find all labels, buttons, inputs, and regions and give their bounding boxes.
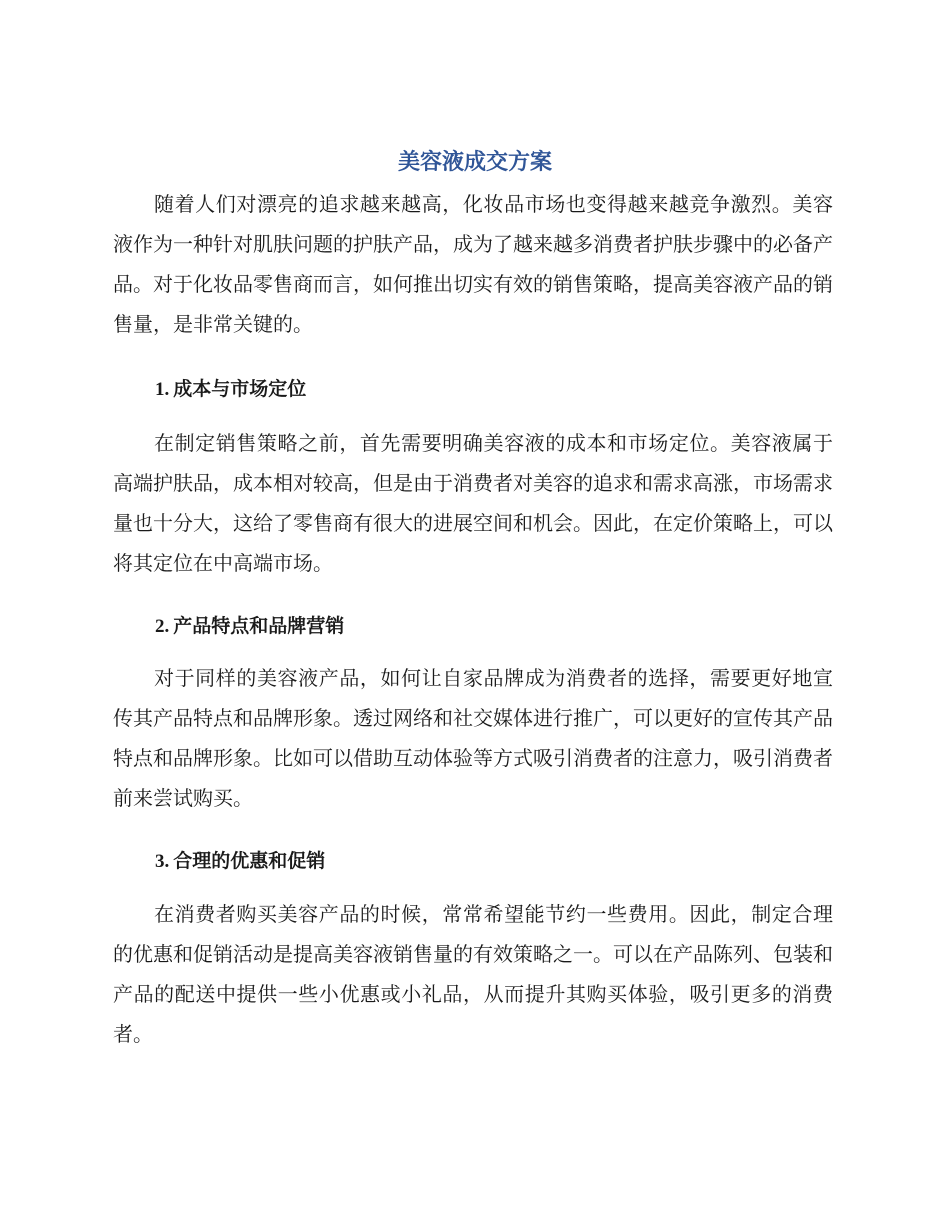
section-title-1: 成本与市场定位 [173,378,307,400]
section-heading-1 [155,374,306,405]
section-title-3: 合理的优惠和促销 [173,850,326,872]
section-number-2: 2. [155,616,170,637]
section-heading-3 [155,846,325,877]
section-number-1: 1. [155,379,170,400]
section-body-1: 在制定销售策略之前，首先需要明确美容液的成本和市场定位。美容液属于高端护肤品，成本相对较高，但是由于消费者对美容的追求和需求高涨，市场需求量也十分大，这给了零售商有很大的进展空间和机会。因此，在定价策略上，可以将其定位在中高端市场。 [113,431,833,575]
document-title: 美容液成交方案 [397,150,552,175]
section-title-2: 产品特点和品牌营销 [173,615,345,637]
section-heading-2 [155,611,344,642]
section-body-2: 对于同样的美容液产品，如何让自家品牌成为消费者的选择，需要更好地宣传其产品特点和品牌形象。透过网络和社交媒体进行推广，可以更好的宣传其产品特点和品牌形象。比如可以借助互动体验等方式吸引消费者的注意力，吸引消费者前来尝试购买。 [113,666,833,810]
intro-paragraph: 随着人们对漂亮的追求越来越高，化妆品市场也变得越来越竞争激烈。美容液作为一种针对肌肤问题的护肤产品，成为了越来越多消费者护肤步骤中的必备产品。对于化妆品零售商而言，如何推出切实有效的销售策略，提高美容液产品的销售量，是非常关键的。 [113,192,833,336]
section-number-3: 3. [155,851,170,872]
section-body-3: 在消费者购买美容产品的时候，常常希望能节约一些费用。因此，制定合理的优惠和促销活动是提高美容液销售量的有效策略之一。可以在产品陈列、包装和产品的配送中提供一些小优惠或小礼品，从而提升其购买体验，吸引更多的消费者。 [113,902,833,1046]
